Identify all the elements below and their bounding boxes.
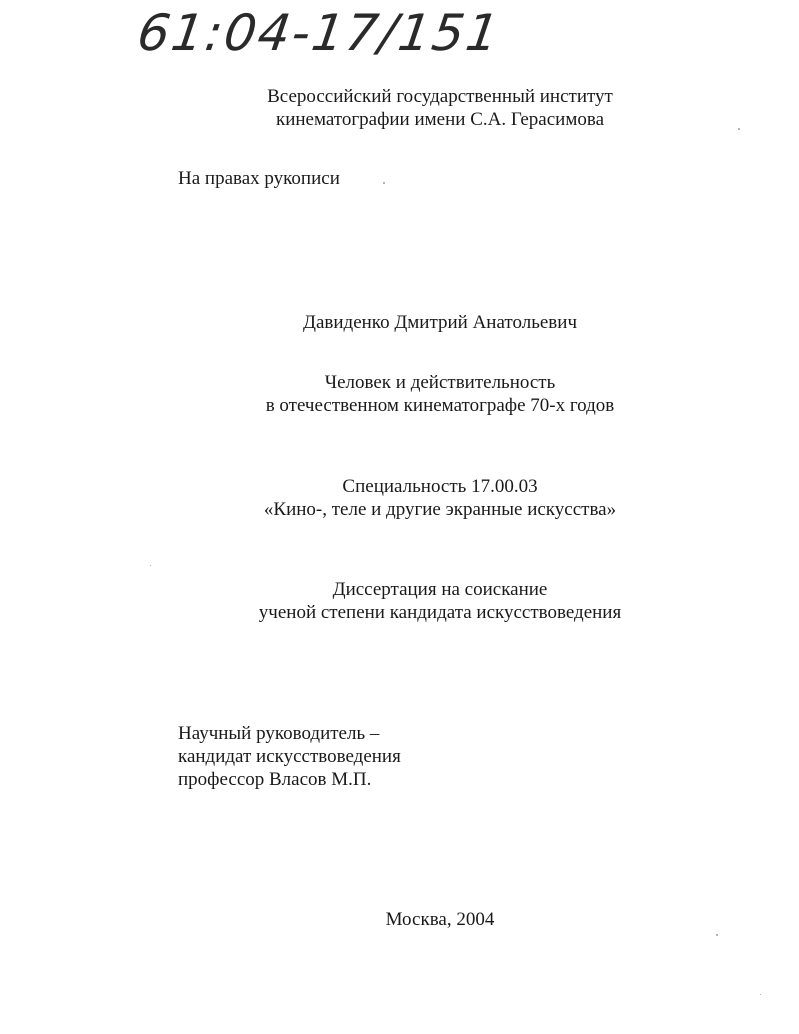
dissertation-title: [190, 371, 690, 417]
supervisor-line-1: Научный руководитель –: [178, 723, 380, 744]
institution-name: [200, 85, 680, 131]
degree-line-2: ученой степени кандидата искусствоведения: [258, 602, 622, 623]
city-year: Москва, 2004: [385, 909, 495, 930]
degree-line-1: Диссертация на соискание: [332, 579, 548, 600]
scan-speck: [716, 934, 718, 936]
degree-statement: [190, 578, 690, 624]
supervisor-info: [178, 722, 401, 791]
supervisor-line-2: кандидат искусствоведения: [178, 746, 401, 767]
rights-notice: На правах рукописи: [178, 168, 340, 189]
author-name: Давиденко Дмитрий Анатольевич: [303, 312, 577, 333]
specialty-line-2: «Кино-, теле и другие экранные искусства»: [263, 499, 617, 520]
specialty: [190, 475, 690, 521]
title-line-2: в отечественном кинематографе 70-х годов: [265, 395, 615, 416]
scan-speck: [150, 565, 151, 566]
supervisor-line-3: профессор Власов М.П.: [178, 769, 372, 790]
scan-speck: [760, 994, 761, 995]
institution-line-1: Всероссийский государственный институт: [267, 86, 613, 107]
scan-speck: [738, 128, 740, 130]
archive-code-handwritten: 61:04-17/151: [133, 4, 505, 62]
title-line-1: Человек и действительность: [324, 372, 556, 393]
specialty-line-1: Специальность 17.00.03: [342, 476, 538, 497]
institution-line-2: кинематографии имени С.А. Герасимова: [275, 109, 605, 130]
scan-speck: [383, 182, 385, 184]
